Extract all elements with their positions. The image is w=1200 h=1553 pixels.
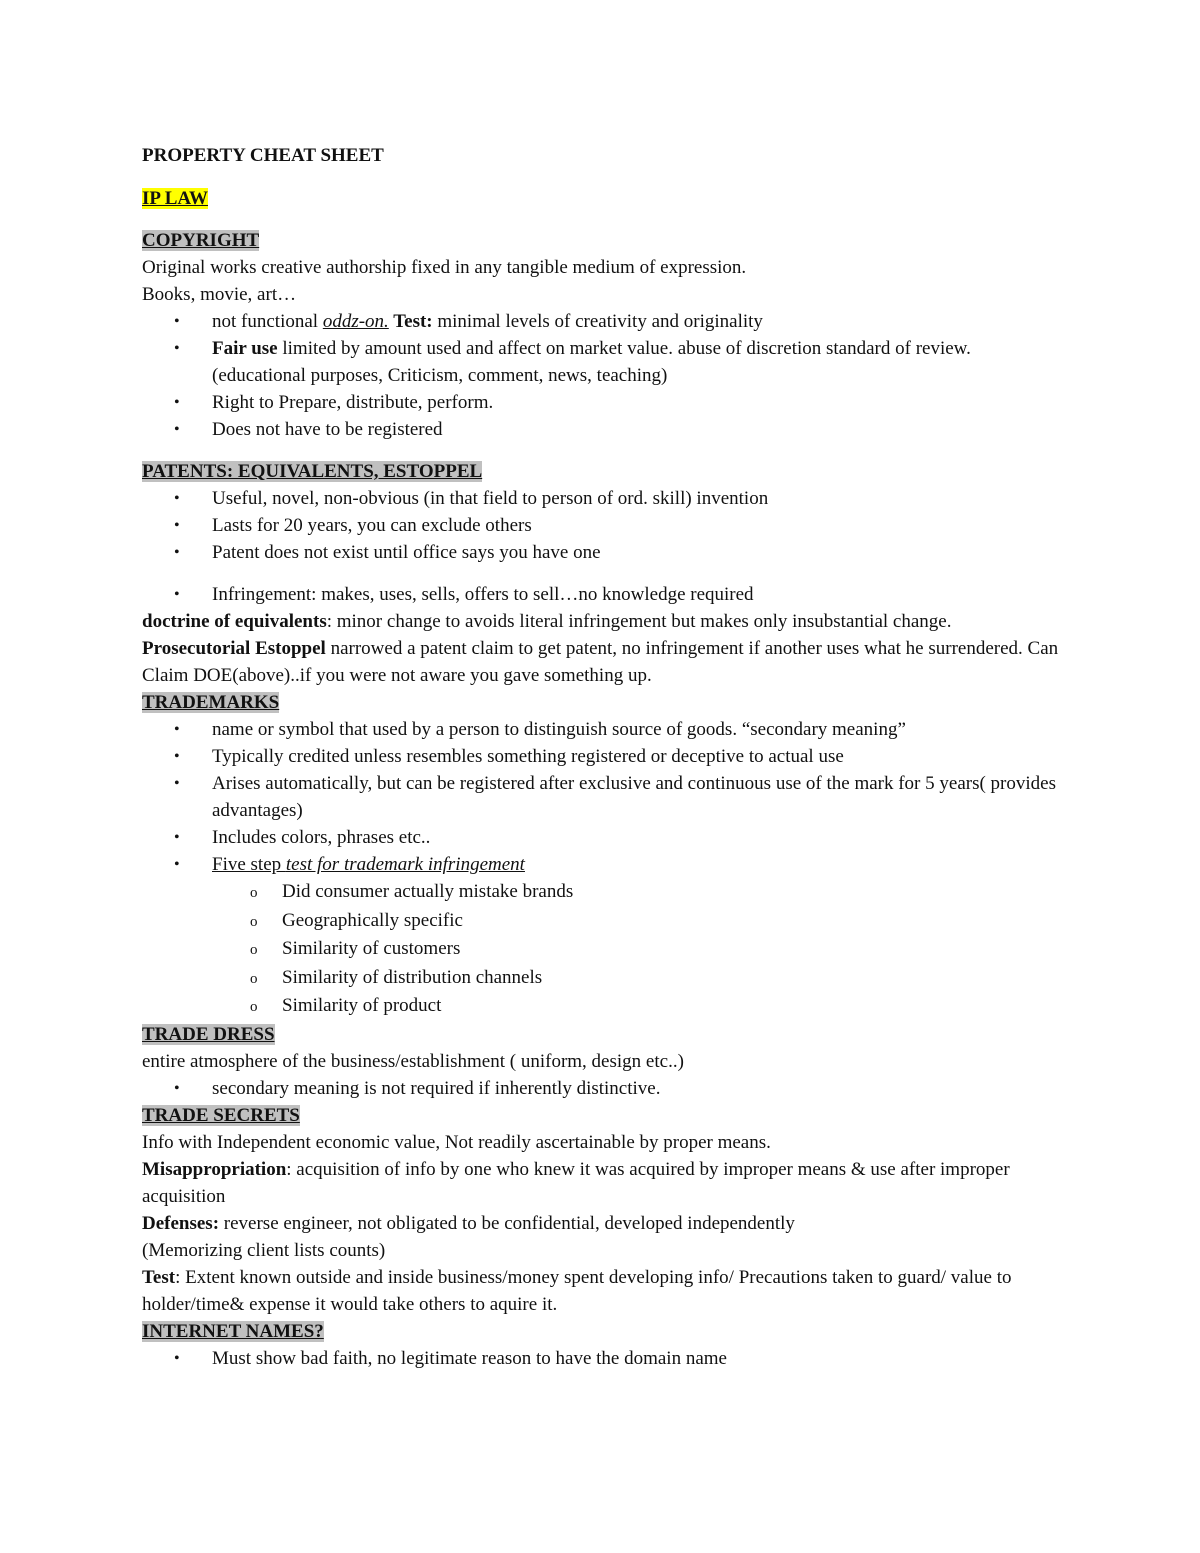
mis-term: Misappropriation bbox=[142, 1158, 287, 1180]
patents-list bbox=[142, 485, 1062, 566]
bullet-icon: • bbox=[174, 1079, 180, 1097]
item-text: Similarity of customers bbox=[282, 938, 461, 960]
bullet-icon: • bbox=[174, 856, 180, 873]
item-text: Five step bbox=[212, 854, 286, 875]
item-text: not functional bbox=[212, 311, 323, 332]
list-item bbox=[142, 1075, 1062, 1102]
defenses-note: (Memorizing client lists counts) bbox=[142, 1239, 386, 1261]
item-text: Must show bad faith, no legitimate reason to have the domain name bbox=[212, 1347, 727, 1369]
item-text: Infringement: makes, uses, sells, offers to sell…no knowledge required bbox=[212, 584, 754, 605]
item-text: Geographically specific bbox=[282, 909, 463, 931]
test-text: : Extent known outside and inside business/money spent developing info/ Precautions taken to guard/ value to holder/time& expense it would take others to aquire it. bbox=[142, 1266, 1012, 1315]
list-item bbox=[142, 1345, 1062, 1372]
sub-list-item bbox=[142, 935, 1062, 964]
list-item bbox=[142, 485, 1062, 512]
trade-secrets-definition: Info with Independent economic value, Not readily ascertainable by proper means. bbox=[142, 1131, 771, 1153]
item-text: minimal levels of creativity and originality bbox=[432, 311, 763, 332]
item-text: secondary meaning is not required if inherently distinctive. bbox=[212, 1077, 661, 1099]
pe-term: Prosecutorial Estoppel bbox=[142, 638, 326, 659]
item-text: Right to Prepare, distribute, perform. bbox=[212, 392, 494, 413]
item-text: Does not have to be registered bbox=[212, 419, 443, 440]
list-item bbox=[142, 539, 1062, 566]
defenses bbox=[142, 1210, 1062, 1237]
item-text: Includes colors, phrases etc.. bbox=[212, 827, 431, 848]
list-item bbox=[142, 308, 1062, 335]
list-item bbox=[142, 743, 1062, 770]
list-item bbox=[142, 851, 1062, 878]
bullet-icon: • bbox=[174, 586, 180, 603]
item-text: Similarity of distribution channels bbox=[282, 966, 543, 988]
item-text: name or symbol that used by a person to distinguish source of goods. “secondary meaning” bbox=[212, 719, 906, 740]
bullet-icon: • bbox=[174, 490, 180, 507]
trade-dress-definition: entire atmosphere of the business/establishment ( uniform, design etc..) bbox=[142, 1050, 684, 1072]
trademarks-label: TRADEMARKS bbox=[142, 692, 280, 713]
patents-label: PATENTS: EQUIVALENTS, ESTOPPEL bbox=[142, 461, 483, 482]
circle-bullet-icon: o bbox=[250, 999, 258, 1016]
def-text: reverse engineer, not obligated to be confidential, developed independently bbox=[219, 1212, 795, 1234]
pe-text: narrowed a patent claim to get patent, no infringement if another uses what he surrendered. Can Claim DOE(above)..if you were not aware you gave something up. bbox=[142, 638, 1059, 686]
list-item bbox=[142, 581, 1062, 608]
bullet-icon: • bbox=[174, 775, 180, 792]
document-content bbox=[142, 142, 1062, 1372]
misappropriation bbox=[142, 1156, 1062, 1210]
list-item bbox=[142, 770, 1062, 824]
bullet-icon: • bbox=[174, 394, 180, 411]
bullet-icon: • bbox=[174, 748, 180, 765]
sub-list-item bbox=[142, 907, 1062, 936]
item-text: Lasts for 20 years, you can exclude others bbox=[212, 515, 532, 536]
list-item bbox=[142, 824, 1062, 851]
list-item bbox=[142, 512, 1062, 539]
ip-law-label: IP LAW bbox=[142, 188, 208, 209]
item-bold: Fair use bbox=[212, 338, 278, 359]
page-title: PROPERTY CHEAT SHEET bbox=[142, 145, 384, 166]
ip-law-heading bbox=[142, 185, 1062, 212]
prosecutorial-estoppel bbox=[142, 635, 1062, 689]
bullet-icon: • bbox=[174, 721, 180, 738]
sub-list-item bbox=[142, 964, 1062, 993]
bullet-icon: • bbox=[174, 421, 180, 438]
trade-dress-heading bbox=[142, 1021, 1062, 1048]
list-item bbox=[142, 335, 1062, 389]
circle-bullet-icon: o bbox=[250, 942, 258, 959]
trademarks-heading bbox=[142, 689, 1062, 716]
internet-names-list bbox=[142, 1345, 1062, 1372]
circle-bullet-icon: o bbox=[250, 885, 258, 901]
trademarks-list bbox=[142, 716, 1062, 878]
internet-names-heading bbox=[142, 1318, 1062, 1345]
patents-heading bbox=[142, 458, 1062, 485]
copyright-list bbox=[142, 308, 1062, 443]
copyright-examples: Books, movie, art… bbox=[142, 284, 297, 305]
item-italic: test for trademark infringement bbox=[285, 854, 525, 875]
trade-dress-label: TRADE DRESS bbox=[142, 1023, 275, 1045]
item-text: Typically credited unless resembles something registered or deceptive to actual use bbox=[212, 746, 844, 767]
bullet-icon: • bbox=[174, 340, 180, 357]
internet-names-label: INTERNET NAMES? bbox=[142, 1320, 324, 1342]
item-text: Useful, novel, non-obvious (in that field to person of ord. skill) invention bbox=[212, 488, 769, 509]
item-text: Patent does not exist until office says you have one bbox=[212, 542, 601, 563]
list-item bbox=[142, 389, 1062, 416]
list-item bbox=[142, 416, 1062, 443]
sub-list-item bbox=[142, 878, 1062, 907]
trade-dress-list bbox=[142, 1075, 1062, 1102]
item-bold: Test: bbox=[388, 311, 433, 332]
copyright-definition: Original works creative authorship fixed in any tangible medium of expression. bbox=[142, 257, 747, 278]
mis-text: : acquisition of info by one who knew it was acquired by improper means & use after improper acquisition bbox=[142, 1158, 1010, 1207]
item-text: Arises automatically, but can be registered after exclusive and continuous use of the mark for 5 years( provides advantages) bbox=[212, 773, 1056, 821]
bullet-icon: • bbox=[174, 1349, 180, 1367]
bullet-icon: • bbox=[174, 544, 180, 561]
bullet-icon: • bbox=[174, 313, 180, 330]
item-text: Similarity of product bbox=[282, 995, 442, 1017]
sub-list-item bbox=[142, 992, 1062, 1021]
doctrine-of-equivalents bbox=[142, 608, 1062, 635]
circle-bullet-icon: o bbox=[250, 913, 258, 930]
circle-bullet-icon: o bbox=[250, 970, 258, 987]
doe-text: : minor change to avoids literal infringement but makes only insubstantial change. bbox=[326, 611, 952, 632]
list-item bbox=[142, 716, 1062, 743]
trade-secrets-heading bbox=[142, 1102, 1062, 1129]
oddz-on-link[interactable]: oddz-on. bbox=[322, 311, 389, 332]
trade-secret-test bbox=[142, 1264, 1062, 1318]
trade-secrets-label: TRADE SECRETS bbox=[142, 1104, 300, 1126]
patents-list-2 bbox=[142, 581, 1062, 608]
bullet-icon: • bbox=[174, 829, 180, 846]
def-term: Defenses: bbox=[142, 1212, 220, 1234]
bullet-icon: • bbox=[174, 517, 180, 534]
item-text: Did consumer actually mistake brands bbox=[282, 881, 574, 902]
test-term: Test bbox=[142, 1266, 176, 1288]
item-text: limited by amount used and affect on market value. abuse of discretion standard of review. (educational purposes, Criticism, comment, news, teaching) bbox=[212, 338, 971, 386]
copyright-heading bbox=[142, 227, 1062, 254]
trademark-test-list bbox=[142, 878, 1062, 1021]
copyright-label: COPYRIGHT bbox=[142, 230, 260, 251]
doe-term: doctrine of equivalents bbox=[142, 611, 327, 632]
